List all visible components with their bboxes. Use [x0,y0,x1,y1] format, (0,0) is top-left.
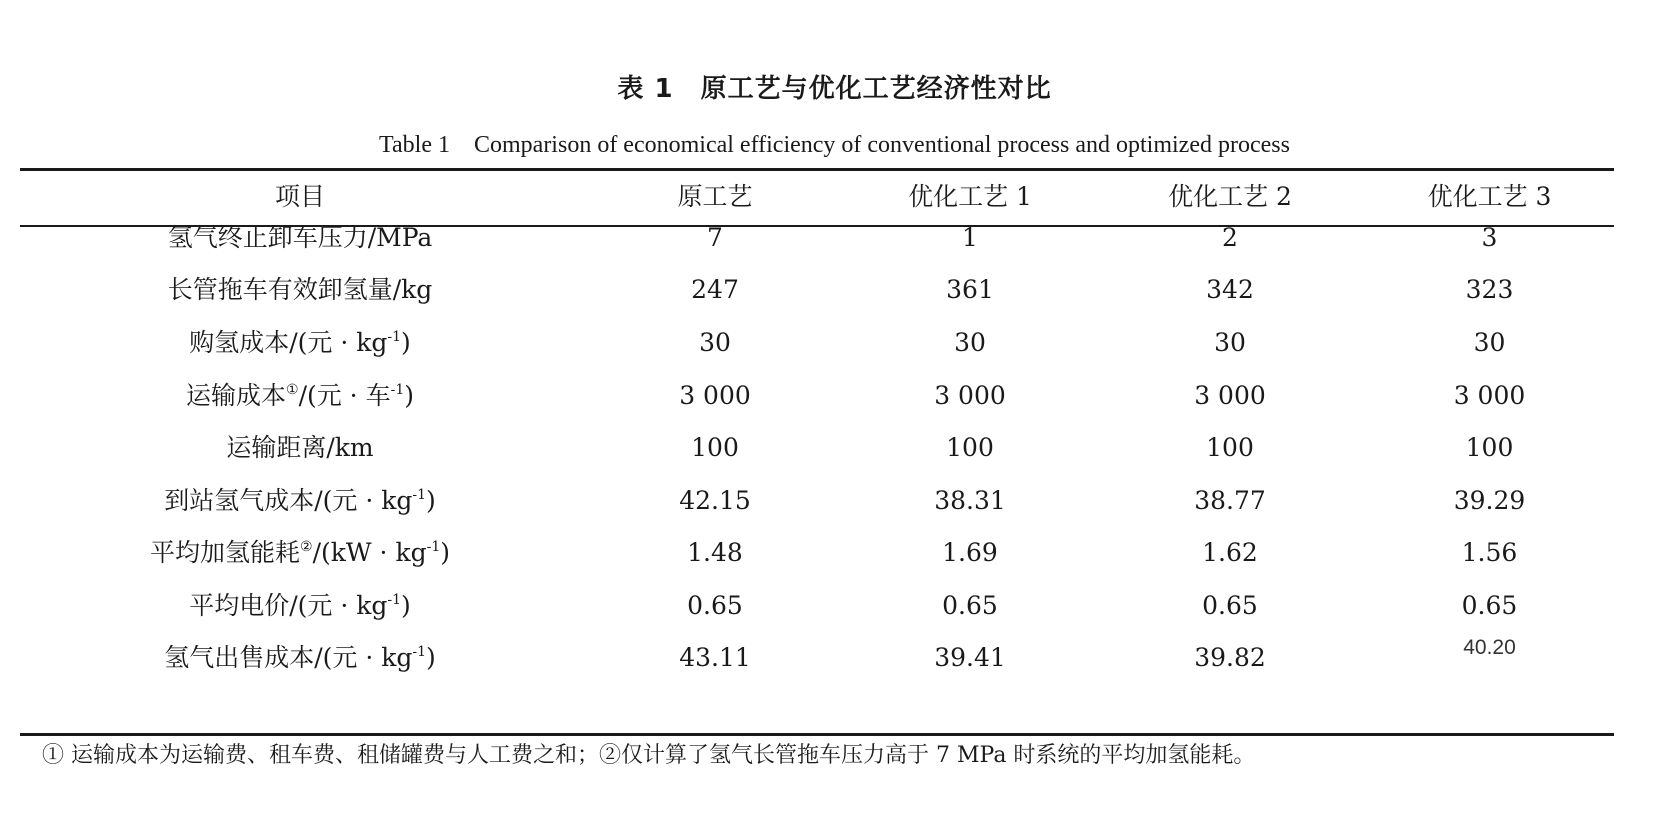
table-cell: 1.56 [1461,538,1518,567]
row-label: 平均电价/(元 · $kg^{-1}$) [189,591,411,620]
row-label: 运输成本①/(元 · 车$^{-1}$) [185,381,414,410]
column-header-optimized-2: 优化工艺 2 [1168,182,1292,211]
table-row [20,428,1614,468]
table-header-row [20,177,1614,217]
table-cell: 100 [1206,433,1254,462]
table-cell: 42.15 [679,486,751,515]
table-cell: 1.62 [1202,538,1258,567]
table-title-en: Table 1 Comparison of economical efficiency of conventional process and optimized process [379,132,1290,158]
table-cell: 323 [1465,275,1514,304]
row-label: 平均加氢能耗$^②/(kW \cdot kg^{-1})$ [150,538,450,567]
table-row [20,586,1614,626]
bottom-rule [20,733,1614,736]
table-cell: 38.77 [1194,486,1266,515]
table-cell: 30 [954,328,986,357]
table-cell: 100 [1465,433,1514,462]
table-cell: 3 [1481,223,1498,252]
table-row [20,638,1614,678]
table-cell: 39.82 [1194,643,1266,672]
table-cell: 342 [1206,275,1254,304]
table-cell: 0.65 [1461,591,1518,620]
table-cell: 30 [699,328,731,357]
row-label: 氢气终止卸车压力/MPa [167,223,433,252]
table-cell: 39.29 [1453,486,1526,515]
table-footnote: ① 运输成本为运输费、租车费、租储罐费与人工费之和；②仅计算了氢气长管拖车压力高于 7 MPa 时系统的平均加氢能耗。 [42,743,1256,768]
table-cell: 1.48 [687,538,743,567]
table-cell [1365,638,1614,678]
table-cell: 7 [707,223,723,252]
row-label: 运输距离/km [226,433,374,462]
table-cell: 2 [1222,223,1238,252]
column-header-optimized-3: 优化工艺 3 [1427,182,1552,211]
table-row [20,323,1614,363]
table-cell: 1 [962,223,978,252]
table-cell: 30 [1214,328,1246,357]
table-row [20,376,1614,416]
overlay-value: 40.20 [1463,636,1516,659]
column-header-original: 原工艺 [677,182,753,211]
table-cell: 3 000 [1194,381,1266,410]
row-label: 到站氢气成本/(元 · $kg^{-1}$) [164,486,436,515]
table-cell: 39.41 [934,643,1006,672]
table-cell: 247 [691,275,739,304]
table-cell: 361 [946,275,994,304]
row-label: 氢气出售成本/(元 · $kg^{-1}$) [164,643,436,672]
table-cell: 38.31 [934,486,1006,515]
table-cell: 0.65 [942,591,998,620]
row-label: 长管拖车有效卸氢量/kg [167,275,433,304]
column-header-optimized-1: 优化工艺 1 [908,182,1032,211]
table-cell: 0.65 [687,591,743,620]
table-cell: 100 [946,433,994,462]
table-cell: 3 000 [934,381,1006,410]
table-cell: 0.65 [1202,591,1258,620]
table-row [20,270,1614,310]
table-title-cn: 表 1 原工艺与优化工艺经济性对比 [617,74,1052,104]
top-rule [20,168,1614,171]
row-label: 购氢成本/(元 · $kg^{-1}$) [189,328,411,357]
table-cell: 3 000 [1453,381,1526,410]
table-row [20,218,1614,258]
table-cell: 43.11 [679,643,751,672]
column-header-item: 项目 [274,182,325,211]
table-row [20,533,1614,573]
table-row [20,481,1614,521]
table-cell: 100 [691,433,739,462]
table-cell: 1.69 [942,538,998,567]
table-cell: 3 000 [679,381,751,410]
table-cell: 30 [1473,328,1506,357]
